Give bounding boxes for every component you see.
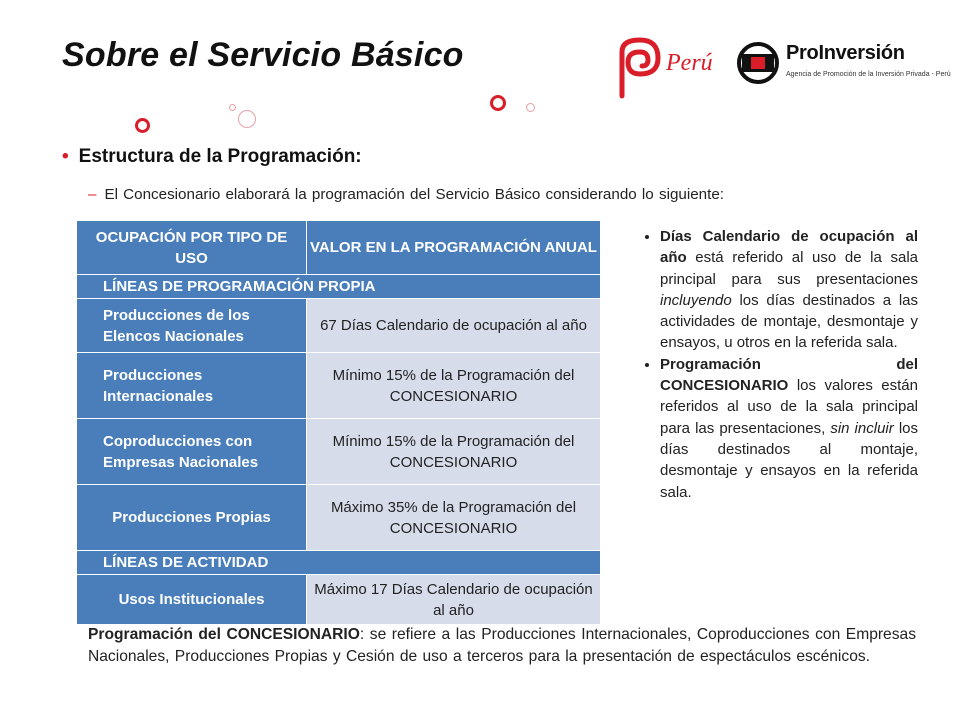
section-actividad-label: LÍNEAS DE ACTIVIDAD <box>77 551 601 575</box>
header-cell: VALOR EN LA PROGRAMACIÓN ANUAL <box>307 221 601 275</box>
table-row <box>77 419 601 485</box>
page-title: Sobre el Servicio Básico <box>62 36 464 74</box>
decorative-circle-icon <box>490 95 506 111</box>
table-row <box>77 485 601 551</box>
section-row <box>77 275 601 299</box>
row-label: Producciones de los Elencos Nacionales <box>77 299 307 353</box>
bullet-dot-icon: • <box>62 146 69 167</box>
row-value: 67 Días Calendario de ocupación al año <box>307 299 601 353</box>
table-row <box>77 299 601 353</box>
decorative-circle-icon <box>238 110 256 128</box>
notes-list <box>636 226 918 503</box>
row-label: Producciones Propias <box>77 485 307 551</box>
row-value: Máximo 17 Días Calendario de ocupación al año <box>307 575 601 625</box>
intro-text: – El Concesionario elaborará la programación del Servicio Básico considerando lo siguiente: <box>88 186 724 203</box>
table-row <box>77 353 601 419</box>
row-label: Coproducciones con Empresas Nacionales <box>77 419 307 485</box>
section-row <box>77 551 601 575</box>
decorative-circle-icon <box>526 103 535 112</box>
row-value: Máximo 35% de la Programación del CONCESIONARIO <box>307 485 601 551</box>
table-row <box>77 575 601 625</box>
header-cell: OCUPACIÓN POR TIPO DE USO <box>77 221 307 275</box>
footer-definition: Programación del CONCESIONARIO: se refiere a las Producciones Internacionales, Coproducciones con Empresas Nacionales, Producciones Propias y Cesión de uso a terceros para la presentación de espectáculos escénicos. <box>88 626 917 665</box>
decorative-circle-icon <box>135 118 150 133</box>
table-header-row <box>77 221 601 275</box>
row-value: Mínimo 15% de la Programación del CONCESIONARIO <box>307 353 601 419</box>
row-label: Usos Institucionales <box>77 575 307 625</box>
proinversion-name: ProInversión <box>786 42 905 64</box>
row-value: Mínimo 15% de la Programación del CONCESIONARIO <box>307 419 601 485</box>
decorative-circle-icon <box>229 104 236 111</box>
proinversion-subtitle: Agencia de Promoción de la Inversión Privada - Perú <box>786 71 951 78</box>
section-propia-label: LÍNEAS DE PROGRAMACIÓN PROPIA <box>77 275 601 299</box>
proinversion-emblem-icon <box>736 40 780 86</box>
note-item: • Días Calendario de ocupación al año está referido al uso de la sala principal para sus presentaciones incluyendo los días destinados a las actividades de montaje, desmontaje y ensayos, u otros en la referida sala. <box>660 226 918 354</box>
peru-wordmark: Perú <box>666 50 713 76</box>
dash-icon: – <box>88 186 97 203</box>
row-label: Producciones Internacionales <box>77 353 307 419</box>
peru-logo <box>612 34 717 104</box>
programming-table <box>76 220 601 625</box>
note-item: • Programación del CONCESIONARIO los valores están referidos al uso de la sala principal para las presentaciones, sin incluir los días destinados al montaje, desmontaje y ensayos en la referida sala. <box>660 354 918 503</box>
proinversion-logo <box>736 40 960 90</box>
section-heading: • Estructura de la Programación: <box>62 146 362 167</box>
